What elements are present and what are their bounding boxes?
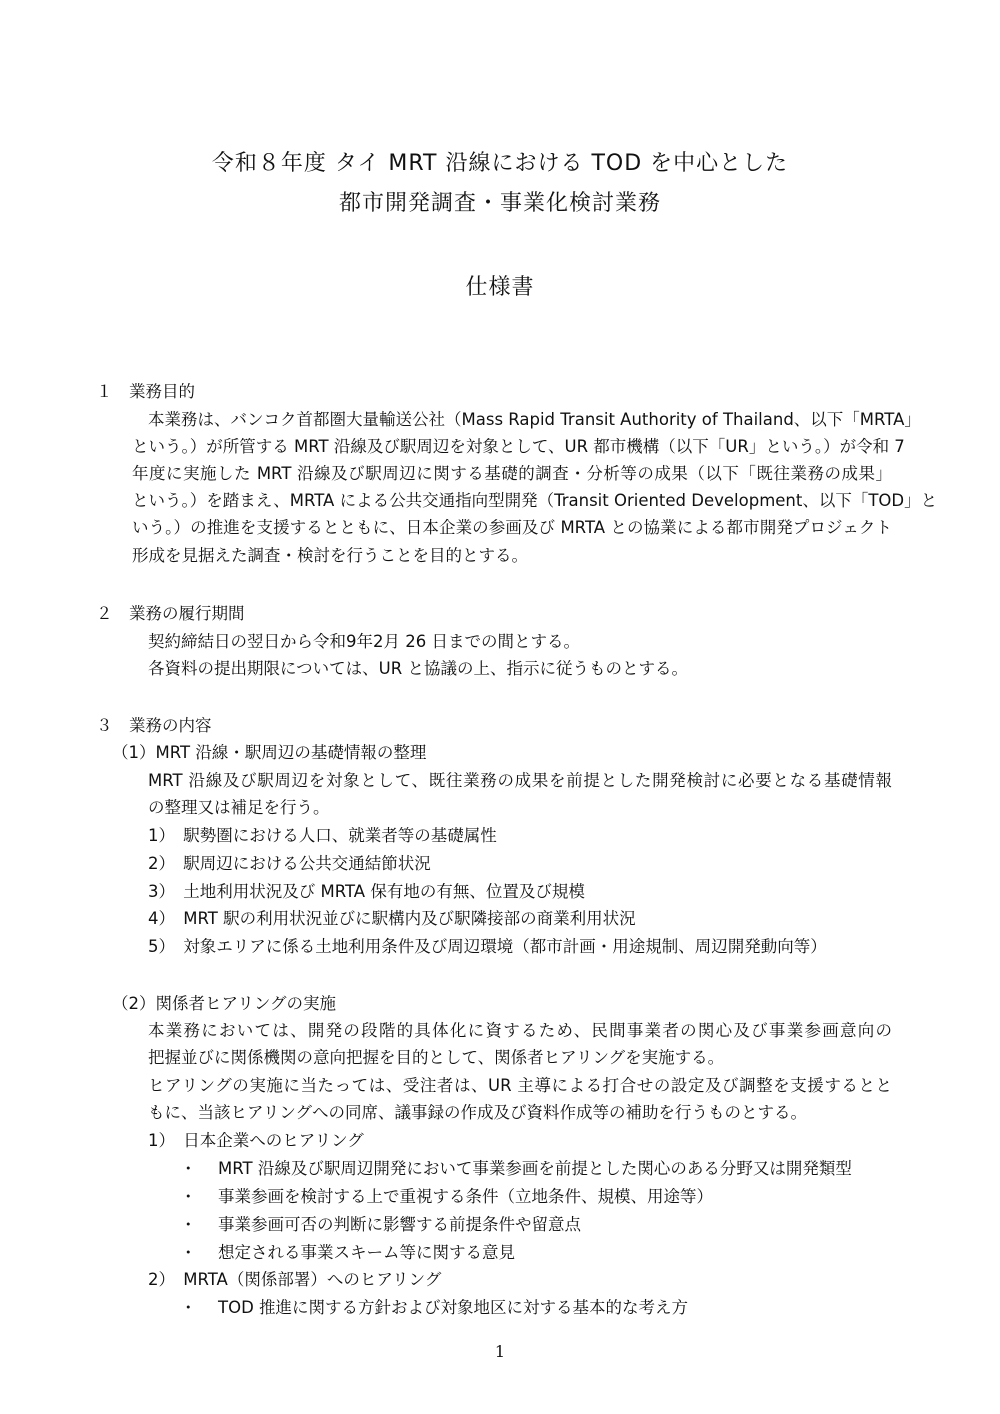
bullet-mark: ・	[180, 1159, 197, 1178]
list-item: 3） 土地利用状況及び MRTA 保有地の有無、位置及び規模	[148, 882, 585, 901]
subsection-1-paragraph-line: MRT 沿線及び駅周辺を対象として、既往業務の成果を前提とした開発検討に必要となる基礎情報	[148, 771, 892, 790]
list-item: 5） 対象エリアに係る土地利用条件及び周辺環境（都市計画・用途規制、周辺開発動向等）	[148, 937, 827, 956]
doc-type-heading: 仕様書	[465, 275, 535, 300]
section-1-heading: １ 業務目的	[96, 382, 195, 401]
section-1-paragraph-line: という。）を踏まえ、MRTA による公共交通指向型開発（Transit Oriented Development、以下「TOD」と	[132, 491, 938, 510]
list-item: 2） MRTA（関係部署）へのヒアリング	[148, 1270, 442, 1289]
doc-title-line-2: 都市開発調査・事業化検討業務	[338, 191, 661, 216]
subsection-2-paragraph-line: 本業務においては、開発の段階的具体化に資するため、民間事業者の関心及び事業参画意向の	[148, 1021, 892, 1040]
list-item: 4） MRT 駅の利用状況並びに駅構内及び駅隣接部の商業利用状況	[148, 909, 636, 928]
subsection-1-paragraph-line: の整理又は補足を行う。	[148, 798, 330, 817]
bullet-mark: ・	[180, 1298, 197, 1317]
subsection-2-paragraph-line: 把握並びに関係機関の意向把握を目的として、関係者ヒアリングを実施する。	[148, 1048, 725, 1067]
bullet-item: 想定される事業スキーム等に関する意見	[218, 1243, 515, 1262]
section-1-paragraph-line: 本業務は、バンコク首都圏大量輸送公社（Mass Rapid Transit Authority of Thailand、以下「MRTA」	[148, 410, 921, 429]
bullet-mark: ・	[180, 1243, 197, 1262]
section-2-paragraph-line: 契約締結日の翌日から令和9年2月 26 日までの間とする。	[148, 632, 580, 651]
subsection-2-heading: （2）関係者ヒアリングの実施	[112, 994, 337, 1013]
subsection-2-paragraph-line: ヒアリングの実施に当たっては、受注者は、UR 主導による打合せの設定及び調整を支援するとと	[148, 1076, 892, 1095]
bullet-item: MRT 沿線及び駅周辺開発において事業参画を前提とした関心のある分野又は開発類型	[218, 1159, 852, 1178]
section-3-heading: ３ 業務の内容	[96, 716, 212, 735]
list-item: 1） 日本企業へのヒアリング	[148, 1131, 364, 1150]
doc-title-line-1: 令和８年度 タイ MRT 沿線における TOD を中心とした	[211, 151, 789, 176]
section-2-heading: ２ 業務の履行期間	[96, 604, 245, 623]
bullet-item: TOD 推進に関する方針および対象地区に対する基本的な考え方	[218, 1298, 689, 1317]
bullet-item: 事業参画を検討する上で重視する条件（立地条件、規模、用途等）	[218, 1187, 713, 1206]
section-1-paragraph-line: 形成を見据えた調査・検討を行うことを目的とする。	[132, 546, 528, 565]
subsection-1-heading: （1）MRT 沿線・駅周辺の基礎情報の整理	[112, 743, 427, 762]
bullet-mark: ・	[180, 1215, 197, 1234]
section-1-paragraph-line: 年度に実施した MRT 沿線及び駅周辺に関する基礎的調査・分析等の成果（以下「既往業務の成果」	[132, 464, 892, 483]
list-item: 2） 駅周辺における公共交通結節状況	[148, 854, 431, 873]
bullet-mark: ・	[180, 1187, 197, 1206]
list-item: 1） 駅勢圏における人口、就業者等の基礎属性	[148, 826, 497, 845]
bullet-item: 事業参画可否の判断に影響する前提条件や留意点	[218, 1215, 581, 1234]
page-number: 1	[494, 1342, 506, 1361]
section-1-paragraph-line: という。）が所管する MRT 沿線及び駅周辺を対象として、UR 都市機構（以下「UR」という。）が令和 7	[132, 437, 905, 456]
section-1-paragraph-line: いう。）の推進を支援するとともに、日本企業の参画及び MRTA との協業による都市開発プロジェクト	[132, 518, 892, 537]
section-2-paragraph-line: 各資料の提出期限については、UR と協議の上、指示に従うものとする。	[148, 659, 688, 678]
subsection-2-paragraph-line: もに、当該ヒアリングへの同席、議事録の作成及び資料作成等の補助を行うものとする。	[148, 1103, 808, 1122]
